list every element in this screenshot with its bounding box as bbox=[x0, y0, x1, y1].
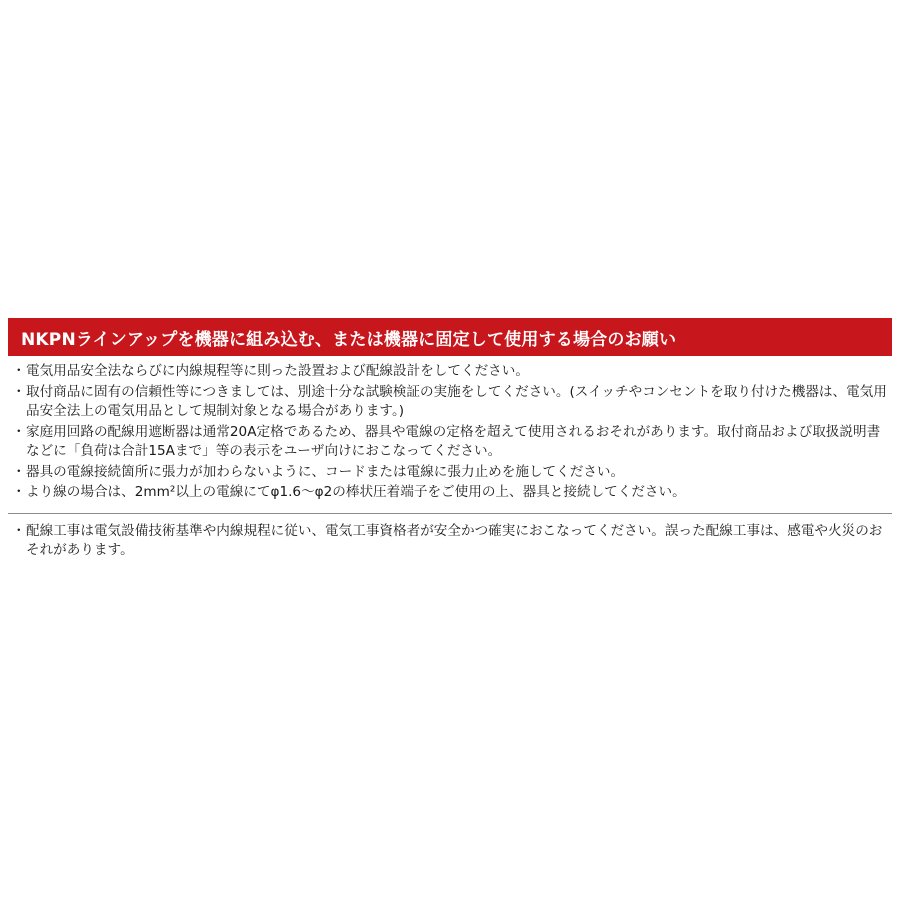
notice-title: NKPNラインアップを機器に組み込む、または機器に固定して使用する場合のお願い bbox=[21, 329, 677, 350]
bullet: ・ bbox=[12, 484, 26, 500]
list-item bbox=[8, 423, 892, 462]
list-item-text: 電気用品安全法ならびに内線規程等に則った設置および配線設計をしてください。 bbox=[26, 363, 529, 379]
list-item-text: より線の場合は、2mm²以上の電線にてφ1.6〜φ2の棒状圧着端子をご使用の上、器具と接続してください。 bbox=[26, 484, 686, 500]
bullet: ・ bbox=[12, 383, 26, 400]
bullet: ・ bbox=[12, 463, 26, 480]
notice-header bbox=[8, 318, 892, 356]
list-item bbox=[8, 483, 892, 503]
list-item-text: 配線工事は電気設備技術基準や内線規程に従い、電気工事資格者が安全かつ確実におこなってください。誤った配線工事は、感電や火災のおそれがあります。 bbox=[26, 522, 883, 558]
notice-list bbox=[8, 362, 892, 503]
bullet: ・ bbox=[12, 423, 26, 440]
list-item-text: 器具の電線接続箇所に張力が加わらないように、コードまたは電線に張力止めを施してください。 bbox=[26, 463, 625, 480]
list-item bbox=[8, 522, 892, 561]
list-item bbox=[8, 463, 892, 483]
notice-box bbox=[8, 318, 892, 562]
list-item bbox=[8, 383, 892, 422]
bullet: ・ bbox=[12, 522, 26, 539]
notice-footer-list bbox=[8, 522, 892, 561]
list-item-text: 取付商品に固有の信頼性等につきましては、別途十分な試験検証の実施をしてください。(スイッチやコンセントを取り付けた機器は、電気用品安全法上の電気用品として規制対象となる場合があります。) bbox=[26, 383, 887, 419]
list-item-text: 家庭用回路の配線用遮断器は通常20A定格であるため、器具や電線の定格を超えて使用されるおそれがあります。取付商品および取扱説明書などに「負荷は合計15Aまで」等の表示をユーザ向けにおこなってください。 bbox=[26, 423, 881, 459]
bullet: ・ bbox=[12, 363, 26, 379]
divider bbox=[8, 513, 892, 514]
list-item bbox=[8, 362, 892, 382]
